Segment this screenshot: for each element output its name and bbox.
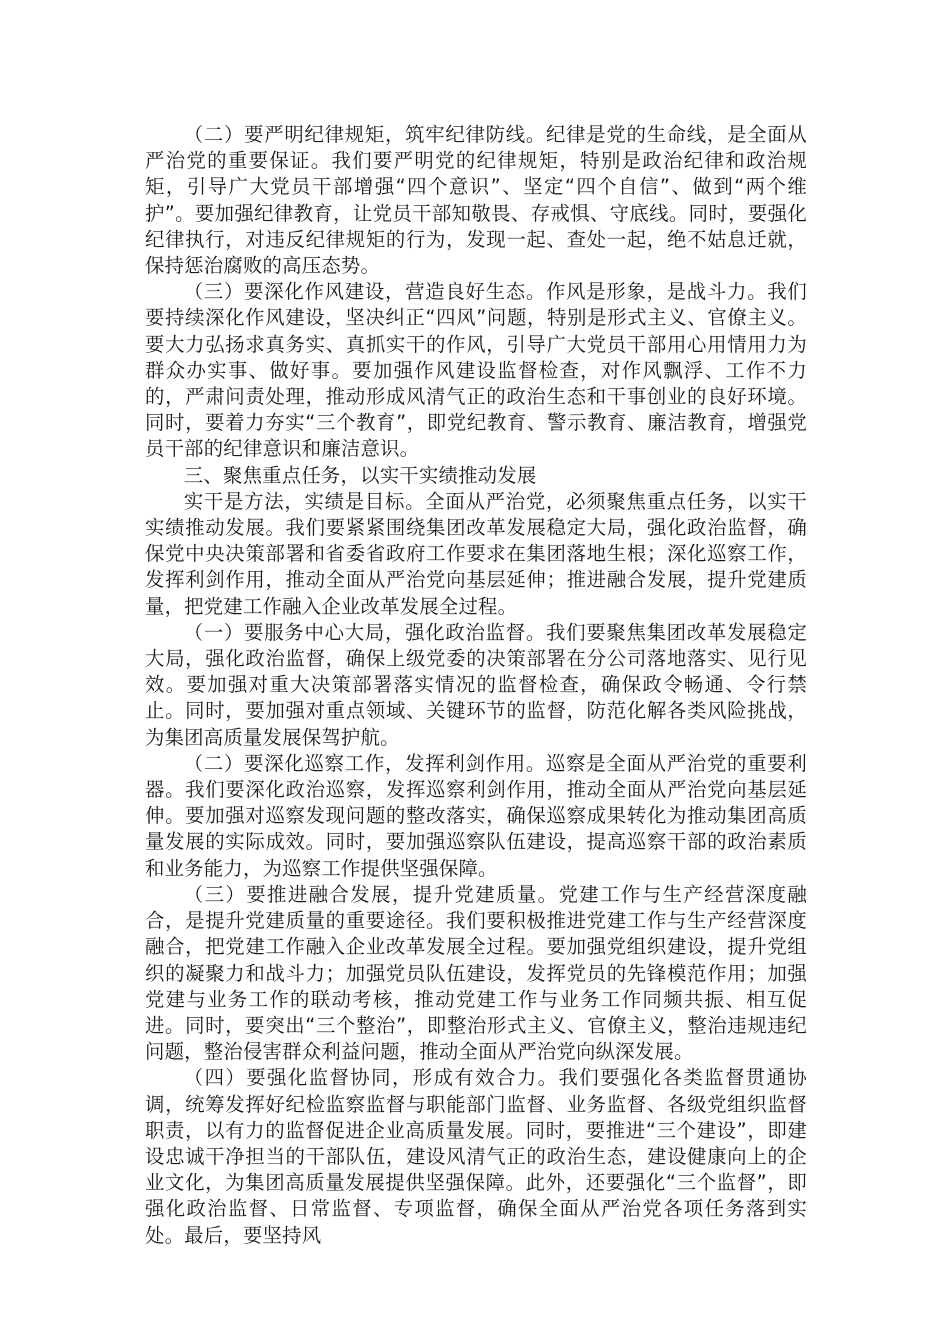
- paragraph-inspection-work: （二）要深化巡察工作，发挥利剑作用。巡察是全面从严治党的重要利器。我们要深化政治巡察，发挥巡察利剑作用，推动全面从严治党向基层延伸。要加强对巡察发现问题的整改落实，确保巡察成果转化为推动集团高质量发展的实际成效。同时，要加强巡察队伍建设，提高巡察干部的政治素质和业务能力，为巡察工作提供坚强保障。: [145, 751, 807, 880]
- document-body: [145, 122, 807, 1249]
- paragraph-supervision-synergy: （四）要强化监督协同，形成有效合力。我们要强化各类监督贯通协调，统筹发挥好纪检监察监督与职能部门监督、业务监督、各级党组织监督职责，以有力的监督促进企业高质量发展。同时，要推进“三个建设”，即建设忠诚干净担当的干部队伍，建设风清气正的政治生态，建设健康向上的企业文化，为集团高质量发展提供坚强保障。此外，还要强化“三个监督”，即强化政治监督、日常监督、专项监督，确保全面从严治党各项任务落到实处。最后，要坚持风: [145, 1066, 807, 1247]
- section-heading-three: 三、聚焦重点任务，以实干实绩推动发展: [183, 463, 537, 487]
- paragraph-work-style: （三）要深化作风建设，营造良好生态。作风是形象，是战斗力。我们要持续深化作风建设，坚决纠正“四风”问题，特别是形式主义、官僚主义。要大力弘扬求真务实、真抓实干的作风，引导广大党员干部用心用情用力为群众办实事、做好事。要加强作风建设监督检查，对作风飘浮、工作不力的，严肃问责处理，推动形成风清气正的政治生态和干事创业的良好环境。同时，要着力夯实“三个教育”，即党纪教育、警示教育、廉洁教育，增强党员干部的纪律意识和廉洁意识。: [145, 280, 807, 461]
- paragraph-integrated-development: （三）要推进融合发展，提升党建质量。党建工作与生产经营深度融合，是提升党建质量的重要途径。我们要积极推进党建工作与生产经营深度融合，把党建工作融入企业改革发展全过程。要加强党组织建设，提升党组织的凝聚力和战斗力；加强党员队伍建设，发挥党员的先锋模范作用；加强党建与业务工作的联动考核，推动党建工作与业务工作同频共振、相互促进。同时，要突出“三个整治”，即整治形式主义、官僚主义，整治违规违纪问题，整治侵害群众利益问题，推动全面从严治党向纵深发展。: [145, 882, 807, 1064]
- paragraph-discipline-rules: （二）要严明纪律规矩，筑牢纪律防线。纪律是党的生命线，是全面从严治党的重要保证。我们要严明党的纪律规矩，特别是政治纪律和政治规矩，引导广大党员干部增强“四个意识”、坚定“四个自信”、做到“两个维护”。要加强纪律教育，让党员干部知敬畏、存戒惧、守底线。同时，要强化纪律执行，对违反纪律规矩的行为，发现一起、查处一起，绝不姑息迁就，保持惩治腐败的高压态势。: [145, 123, 807, 278]
- paragraph-section-intro: 实干是方法，实绩是目标。全面从严治党，必须聚焦重点任务，以实干实绩推动发展。我们要紧紧围绕集团改革发展稳定大局，强化政治监督，确保党中央决策部署和省委省政府工作要求在集团落地生根；深化巡察工作，发挥利剑作用，推动全面从严治党向基层延伸；推进融合发展，提升党建质量，把党建工作融入企业改革发展全过程。: [145, 489, 807, 618]
- paragraph-political-supervision: （一）要服务中心大局，强化政治监督。我们要聚焦集团改革发展稳定大局，强化政治监督，确保上级党委的决策部署在分公司落地落实、见行见效。要加强对重大决策部署落实情况的监督检查，确保政令畅通、令行禁止。同时，要加强对重点领域、关键环节的监督，防范化解各类风险挑战，为集团高质量发展保驾护航。: [145, 620, 807, 749]
